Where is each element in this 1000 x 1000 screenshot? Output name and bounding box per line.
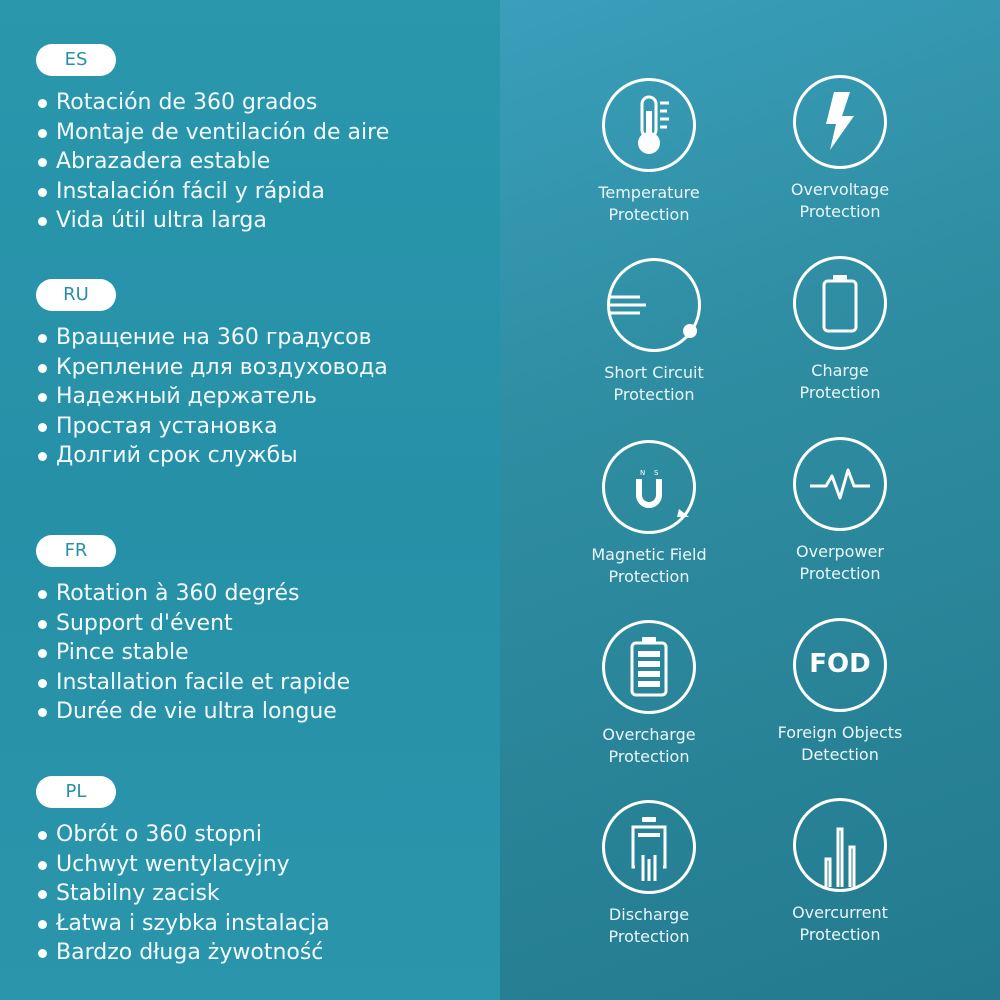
bullet-list-fr: [36, 579, 350, 727]
list-item: Простая установка: [36, 412, 388, 442]
discharge-battery-icon: [605, 803, 693, 891]
list-item: Installation facile et rapide: [36, 668, 350, 698]
list-item: Крепление для воздуховода: [36, 353, 388, 383]
lang-badge-fr: FR: [36, 535, 116, 567]
section-es: [36, 44, 389, 236]
section-pl: [36, 776, 330, 968]
list-item: Надежный держатель: [36, 382, 388, 412]
feature-caption: Overcurrent Protection: [792, 903, 888, 944]
feature-overpower-protection: [745, 437, 935, 585]
list-item: Pince stable: [36, 638, 350, 668]
magnet-s-label: S: [654, 469, 659, 477]
feature-foreign-objects-detection: [745, 618, 935, 766]
section-fr: [36, 535, 350, 727]
feature-charge-protection: [745, 256, 935, 404]
lang-badge-es: ES: [36, 44, 116, 76]
feature-caption: Temperature Protection: [598, 183, 700, 224]
feature-caption: Foreign Objects Detection: [777, 723, 903, 764]
list-item: Vida útil ultra larga: [36, 206, 389, 236]
list-item: Abrazadera estable: [36, 147, 389, 177]
battery-icon: [796, 259, 884, 347]
feature-caption: Magnetic Field Protection: [591, 545, 707, 586]
feature-caption: Overcharge Protection: [602, 725, 696, 766]
bullet-list-ru: [36, 323, 388, 471]
thermometer-icon: [605, 81, 693, 169]
list-item: Долгий срок службы: [36, 441, 388, 471]
section-ru: [36, 279, 388, 471]
list-item: Durée de vie ultra longue: [36, 697, 350, 727]
feature-overcharge-protection: [554, 620, 744, 768]
feature-short-circuit-protection: [559, 258, 749, 406]
feature-caption: Discharge Protection: [608, 905, 690, 946]
full-battery-icon: [605, 623, 693, 711]
list-item: Bardzo długa żywotność: [36, 938, 330, 968]
feature-caption: Short Circuit Protection: [604, 363, 704, 404]
list-item: Łatwa i szybka instalacja: [36, 909, 330, 939]
bullet-list-es: [36, 88, 389, 236]
current-bars-icon: [796, 801, 884, 889]
features-panel: [500, 0, 1000, 1000]
list-item: Instalación fácil y rápida: [36, 177, 389, 207]
fod-icon: FOD: [809, 649, 871, 679]
list-item: Вращение на 360 градусов: [36, 323, 388, 353]
short-circuit-icon: [610, 261, 698, 349]
feature-temperature-protection: [554, 78, 744, 226]
magnet-icon: [605, 443, 693, 531]
list-item: Support d'évent: [36, 609, 350, 639]
list-item: Montaje de ventilación de aire: [36, 118, 389, 148]
feature-caption: Charge Protection: [799, 361, 881, 402]
lang-badge-pl: PL: [36, 776, 116, 808]
feature-caption: Overvoltage Protection: [790, 180, 890, 221]
pulse-icon: [796, 440, 884, 528]
list-item: Rotation à 360 degrés: [36, 579, 350, 609]
feature-discharge-protection: [554, 800, 744, 948]
lightning-bolt-icon: [796, 78, 884, 166]
lang-badge-ru: RU: [36, 279, 116, 311]
magnet-n-label: N: [640, 469, 646, 477]
list-item: Stabilny zacisk: [36, 879, 330, 909]
bullet-list-pl: [36, 820, 330, 968]
feature-magnetic-field-protection: [554, 440, 744, 588]
feature-overvoltage-protection: [745, 75, 935, 223]
list-item: Uchwyt wentylacyjny: [36, 850, 330, 880]
list-item: Rotación de 360 grados: [36, 88, 389, 118]
list-item: Obrót o 360 stopni: [36, 820, 330, 850]
feature-caption: Overpower Protection: [796, 542, 884, 583]
feature-overcurrent-protection: [745, 798, 935, 946]
